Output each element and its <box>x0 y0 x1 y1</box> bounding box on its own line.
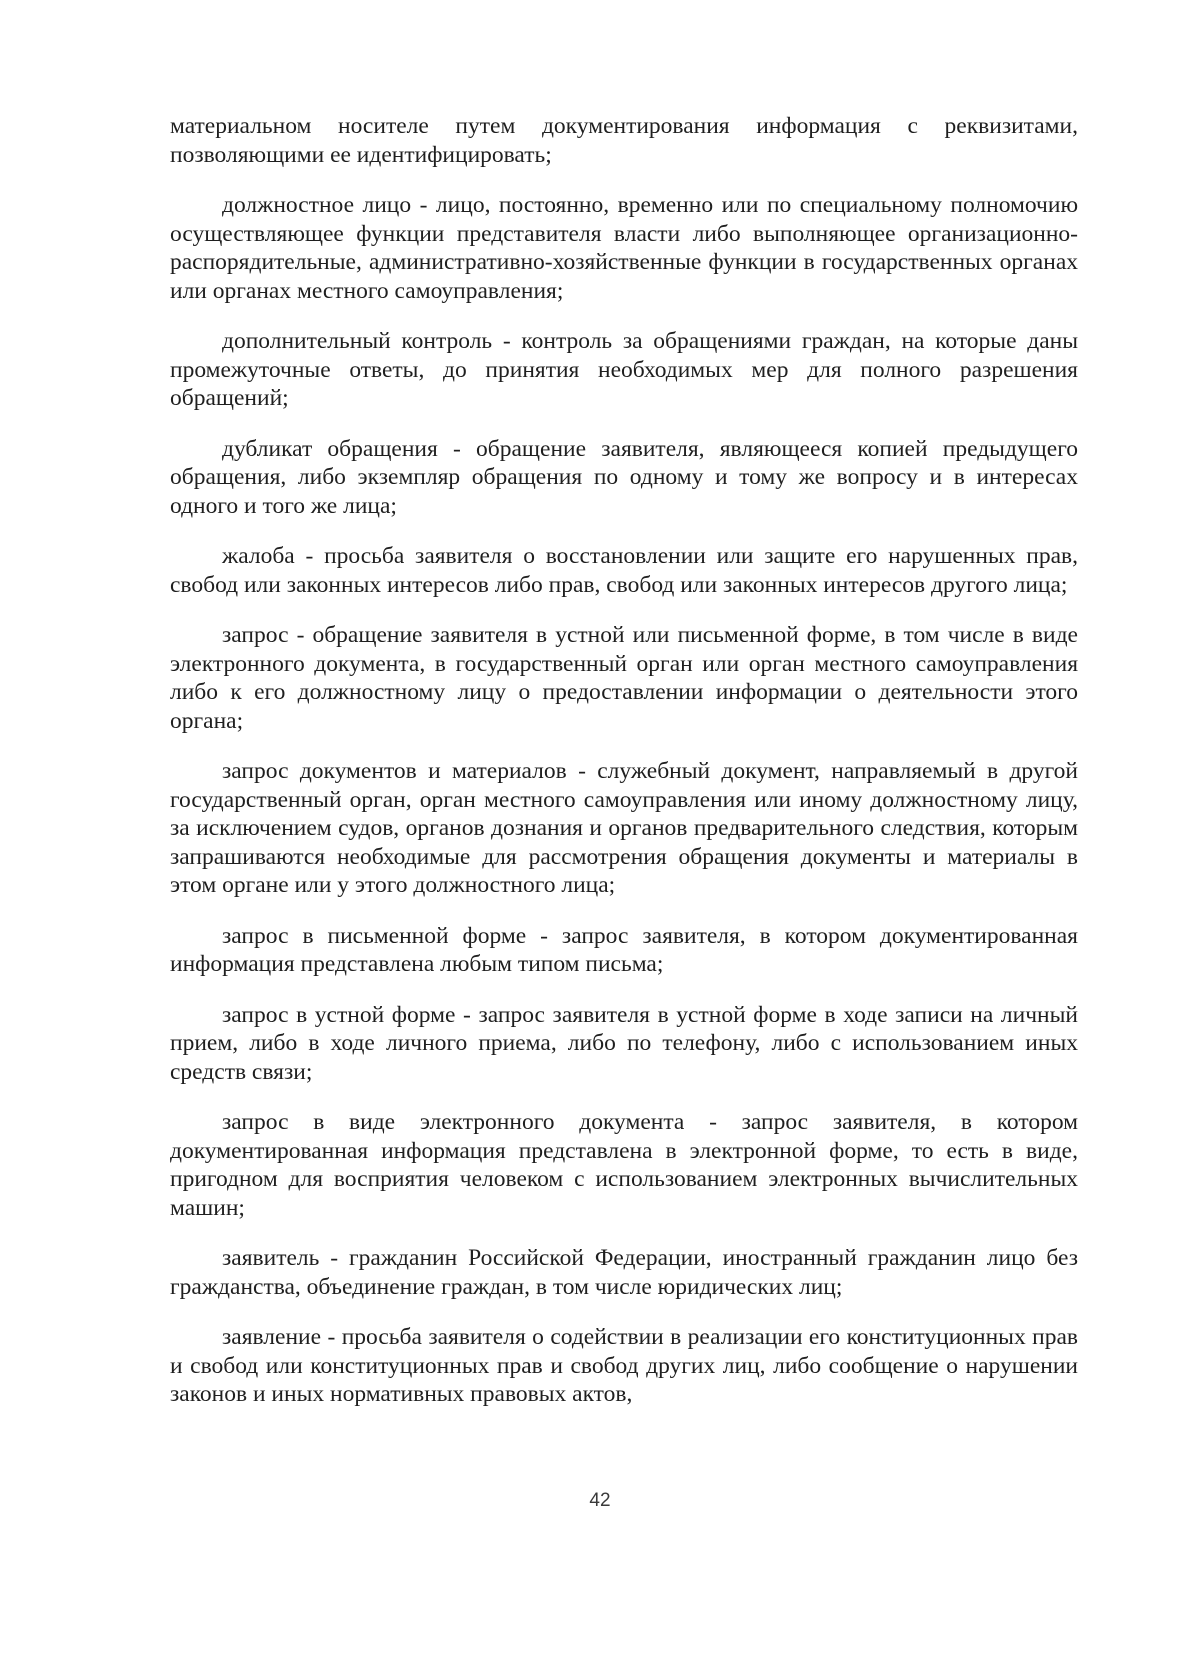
page-number: 42 <box>589 1490 611 1511</box>
paragraph-official-definition: должностное лицо - лицо, постоянно, временно или по специальному полномочию осуществляющее функции представителя власти либо выполняющее организационно-распорядительные, административно-хозяйственные функции в государственных органах или органах местного самоуправления; <box>170 192 1078 304</box>
document-body <box>170 112 1078 1431</box>
paragraph-request-documents: запрос документов и материалов - служебный документ, направляемый в другой государственный орган, орган местного самоуправления или иному должностному лицу, за исключением судов, органов дознания и органов предварительного следствия, которым запрашиваются необходимые для рассмотрения обращения документы и материалы в этом органе или у этого должностного лица; <box>170 758 1078 898</box>
paragraph-additional-control: дополнительный контроль - контроль за обращениями граждан, на которые даны промежуточные ответы, до принятия необходимых мер для полного разрешения обращений; <box>170 328 1078 411</box>
paragraph-complaint: жалоба - просьба заявителя о восстановлении или защите его нарушенных прав, свобод или законных интересов либо прав, свобод или законных интересов другого лица; <box>170 543 1078 598</box>
paragraph-written-request: запрос в письменной форме - запрос заявителя, в котором документированная информация представлена любым типом письма; <box>170 922 1078 977</box>
paragraph-duplicate-appeal: дубликат обращения - обращение заявителя, являющееся копией предыдущего обращения, либо экземпляр обращения по одному и тому же вопросу и в интересах одного и того же лица; <box>170 435 1078 519</box>
paragraph-statement: заявление - просьба заявителя о содействии в реализации его конституционных прав и свобод или конституционных прав и свобод других лиц, либо сообщение о нарушении законов и иных нормативных правовых актов, <box>170 1324 1078 1407</box>
paragraph-electronic-request: запрос в виде электронного документа - запрос заявителя, в котором документированная информация представлена в электронной форме, то есть в виде, пригодном для восприятия человеком с использованием электронных вычислительных машин; <box>170 1109 1078 1221</box>
paragraph-oral-request: запрос в устной форме - запрос заявителя в устной форме в ходе записи на личный прием, либо в ходе личного приема, либо по телефону, либо с использованием иных средств связи; <box>170 1001 1078 1085</box>
paragraph-continuation: материальном носителе путем документирования информация с реквизитами, позволяющими ее идентифицировать; <box>170 113 1078 168</box>
paragraph-applicant: заявитель - гражданин Российской Федерации, иностранный гражданин лицо без гражданства, объединение граждан, в том числе юридических лиц; <box>170 1245 1078 1300</box>
paragraph-request: запрос - обращение заявителя в устной или письменной форме, в том числе в виде электронного документа, в государственный орган или орган местного самоуправления либо к его должностному лицу о предоставлении информации о деятельности этого органа; <box>170 622 1078 734</box>
